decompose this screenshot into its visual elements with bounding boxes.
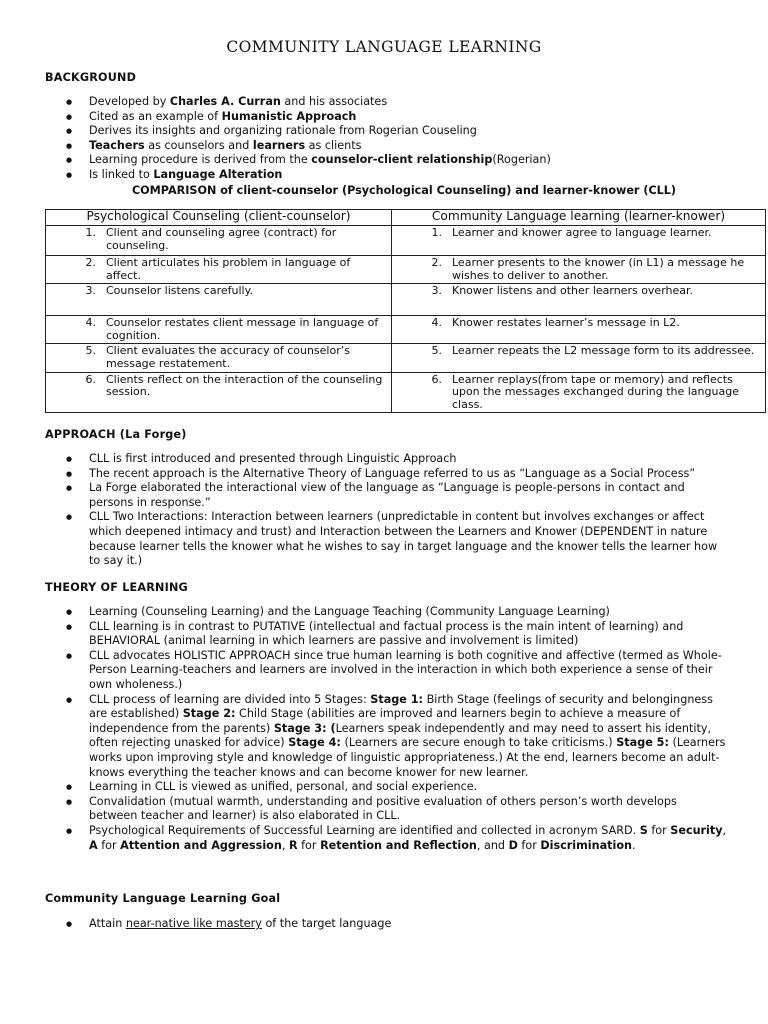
text-run: for [97,838,121,852]
bold-text: Humanistic Approach [221,109,357,123]
table-row [46,316,766,344]
bold-text: Attention and Aggression [120,838,282,852]
column-header-counseling: Psychological Counseling (client-counselor) [46,210,392,226]
table-row [46,284,766,316]
list-item [0,124,768,139]
row-number: 3. [85,284,96,298]
counseling-cell [46,344,392,372]
counseling-cell [46,316,392,344]
list-item [0,452,768,467]
text-run: Cited as an example of [89,109,222,123]
background-heading: BACKGROUND [45,71,137,84]
row-number: 4. [85,316,96,330]
bold-text: S [639,823,648,837]
cell-text: Learner replays(from tape or memory) and reflects upon the messages exchanged during the language class. [452,372,739,411]
text-run: , [722,823,727,837]
text-run: Learning procedure is derived from the [89,153,312,167]
text-run: of the target language [261,917,392,930]
background-list [0,95,768,183]
text-run: Learning (Counseling Learning) and the Language Teaching (Community Language Learning) [89,605,610,618]
cll-cell [392,226,766,256]
row-number: 6. [85,372,96,386]
cell-text: Knower listens and other learners overhear. [452,284,694,298]
comparison-title: COMPARISON of client-counselor (Psychological Counseling) and learner-knower (CLL) [131,184,677,197]
text-run: CLL process of learning are divided into 5 Stages: [89,692,371,706]
list-item [0,780,768,795]
counseling-cell [46,372,392,413]
bold-text: Stage 3: ( [273,721,336,735]
theory-heading: THEORY OF LEARNING [45,581,188,594]
text-run: Learning in CLL is viewed as unified, personal, and social experience. [89,780,478,794]
list-item [0,620,768,649]
cell-text: Knower restates learner’s message in L2. [452,316,680,330]
cell-text: Learner and knower agree to language learner. [452,226,712,239]
bold-text: R [288,838,298,852]
text-run: for [647,823,671,837]
text-run: The recent approach is the Alternative Theory of Language referred to us as “Language as a Social Process” [89,466,696,480]
comparison-table [45,209,766,413]
text-run: (Learners are secure enough to take criticisms.) [340,736,617,750]
list-item [0,110,768,125]
list-item [0,605,768,620]
bold-text: Stage 2: [182,707,236,721]
list-item [0,917,768,932]
text-run: , and [476,838,509,852]
text-run: Child Stage (abilities are improved and learners begin to achieve a measure of independence from the parents) [89,707,681,735]
goal-heading: Community Language Learning Goal [45,892,281,905]
list-item [0,139,768,154]
row-number: 1. [85,226,96,239]
list-item [0,649,768,693]
row-number: 1. [431,226,442,239]
bold-text: counselor-client relationship [311,153,493,167]
text-run: Learners speak independently and may need to assert his identity, often rejecting unasked for advice) [89,721,712,750]
cell-text: Client articulates his problem in language of affect. [106,256,351,282]
list-item [0,95,768,110]
list-item [0,168,768,183]
table-row [46,344,766,372]
list-item [0,510,768,568]
text-run: Attain [89,917,126,930]
table-row [46,226,766,256]
goal-list [0,917,768,932]
text-run: CLL is first introduced and presented through Linguistic Approach [89,452,457,465]
cell-text: Client evaluates the accuracy of counselor’s message restatement. [106,344,350,370]
row-number: 6. [431,372,442,386]
text-run: . [631,838,636,852]
counseling-cell [46,256,392,284]
cell-text: Client and counseling agree (contract) for counseling. [106,226,337,252]
bold-text: Charles A. Curran [169,95,281,108]
cll-cell [392,372,766,413]
row-number: 2. [85,256,96,269]
counseling-cell [46,226,392,256]
text-run: Is linked to [89,167,154,181]
bold-text: Language Alteration [153,167,283,181]
text-run: for [297,838,321,852]
bold-text: learners [252,138,306,152]
text-run: as clients [305,138,362,152]
table-row [46,256,766,284]
underlined-text: near-native like mastery [125,917,262,930]
bold-text: D [508,838,518,852]
text-run: and his associates [280,95,388,108]
text-run: Convalidation (mutual warmth, understanding and positive evaluation of others person’s worth develops between teacher and learner) is also elaborated in CLL. [89,794,677,823]
text-run: CLL learning is in contrast to PUTATIVE (intellectual and factual process is the main intent of learning) and BEHAVIORAL (animal learning in which learners are passive and involvement is limited) [89,619,684,648]
cll-cell [392,316,766,344]
bold-text: Security [670,823,723,837]
text-run: (Rogerian) [492,153,551,167]
text-run: Developed by [89,95,170,108]
bold-text: Stage 5: [616,736,669,750]
cell-text: Counselor restates client message in language of cognition. [106,316,379,342]
counseling-cell [46,284,392,316]
list-item [0,795,768,824]
column-header-cll: Community Language learning (learner-knower) [392,210,766,226]
list-item [0,824,768,853]
theory-list [0,605,768,853]
row-number: 4. [431,316,442,330]
cell-text: Learner presents to the knower (in L1) a message he wishes to deliver to another. [452,256,745,282]
bold-text: Stage 1: [370,692,424,706]
approach-list [0,452,768,569]
list-item [0,481,768,510]
table-row [46,372,766,413]
text-run: for [517,838,541,852]
text-run: CLL advocates HOLISTIC APPROACH since true human learning is both cognitive and affective (termed as Whole-Person Learning-teachers and learners are involved in the interaction in which both experience a sense of their own wholeness.) [89,648,722,691]
bold-text: Retention and Reflection [320,838,477,852]
text-run: CLL Two Interactions: Interaction between learners (unpredictable in content but involves exchanges or affect which deepened intimacy and trust) and Interaction between the Learners and Knower (DEPENDENT in nature because learner tells the knower what he wishes to say in target language and the knower tells the learner how to say it.) [89,510,718,568]
row-number: 5. [431,344,442,358]
list-item [0,693,768,781]
list-item [0,467,768,482]
document-title: COMMUNITY LANGUAGE LEARNING [226,38,542,56]
list-item [0,153,768,168]
cell-text: Counselor listens carefully. [106,284,254,298]
bold-text: Teachers [89,138,145,152]
bold-text: Stage 4: [288,736,341,750]
row-number: 2. [431,256,442,269]
text-run: Derives its insights and organizing rationale from Rogerian Couseling [89,124,477,138]
cell-text: Clients reflect on the interaction of the counseling session. [106,372,383,399]
cll-cell [392,284,766,316]
cell-text: Learner repeats the L2 message form to its addressee. [452,344,755,358]
approach-heading: APPROACH (La Forge) [45,428,187,441]
text-run: Birth Stage (feelings of security and belongingness are established) [89,692,713,721]
bold-text: A [89,838,98,852]
cll-cell [392,344,766,372]
text-run: as counselors and [144,138,253,152]
row-number: 5. [85,344,96,358]
row-number: 3. [431,284,442,298]
cll-cell [392,256,766,284]
text-run: La Forge elaborated the interactional view of the language as “Language is people-persons in contact and persons in response.” [89,481,685,509]
text-run: (Learners works upon improving style and knowledge of linguistic appropriateness.) At the end, learners become an adult-knows everything the teacher knows and can become knower for new learner. [89,736,726,779]
text-run: , [281,838,289,852]
text-run: Psychological Requirements of Successful Learning are identified and collected in acronym SARD. [89,823,640,837]
bold-text: Discrimination [540,838,632,852]
